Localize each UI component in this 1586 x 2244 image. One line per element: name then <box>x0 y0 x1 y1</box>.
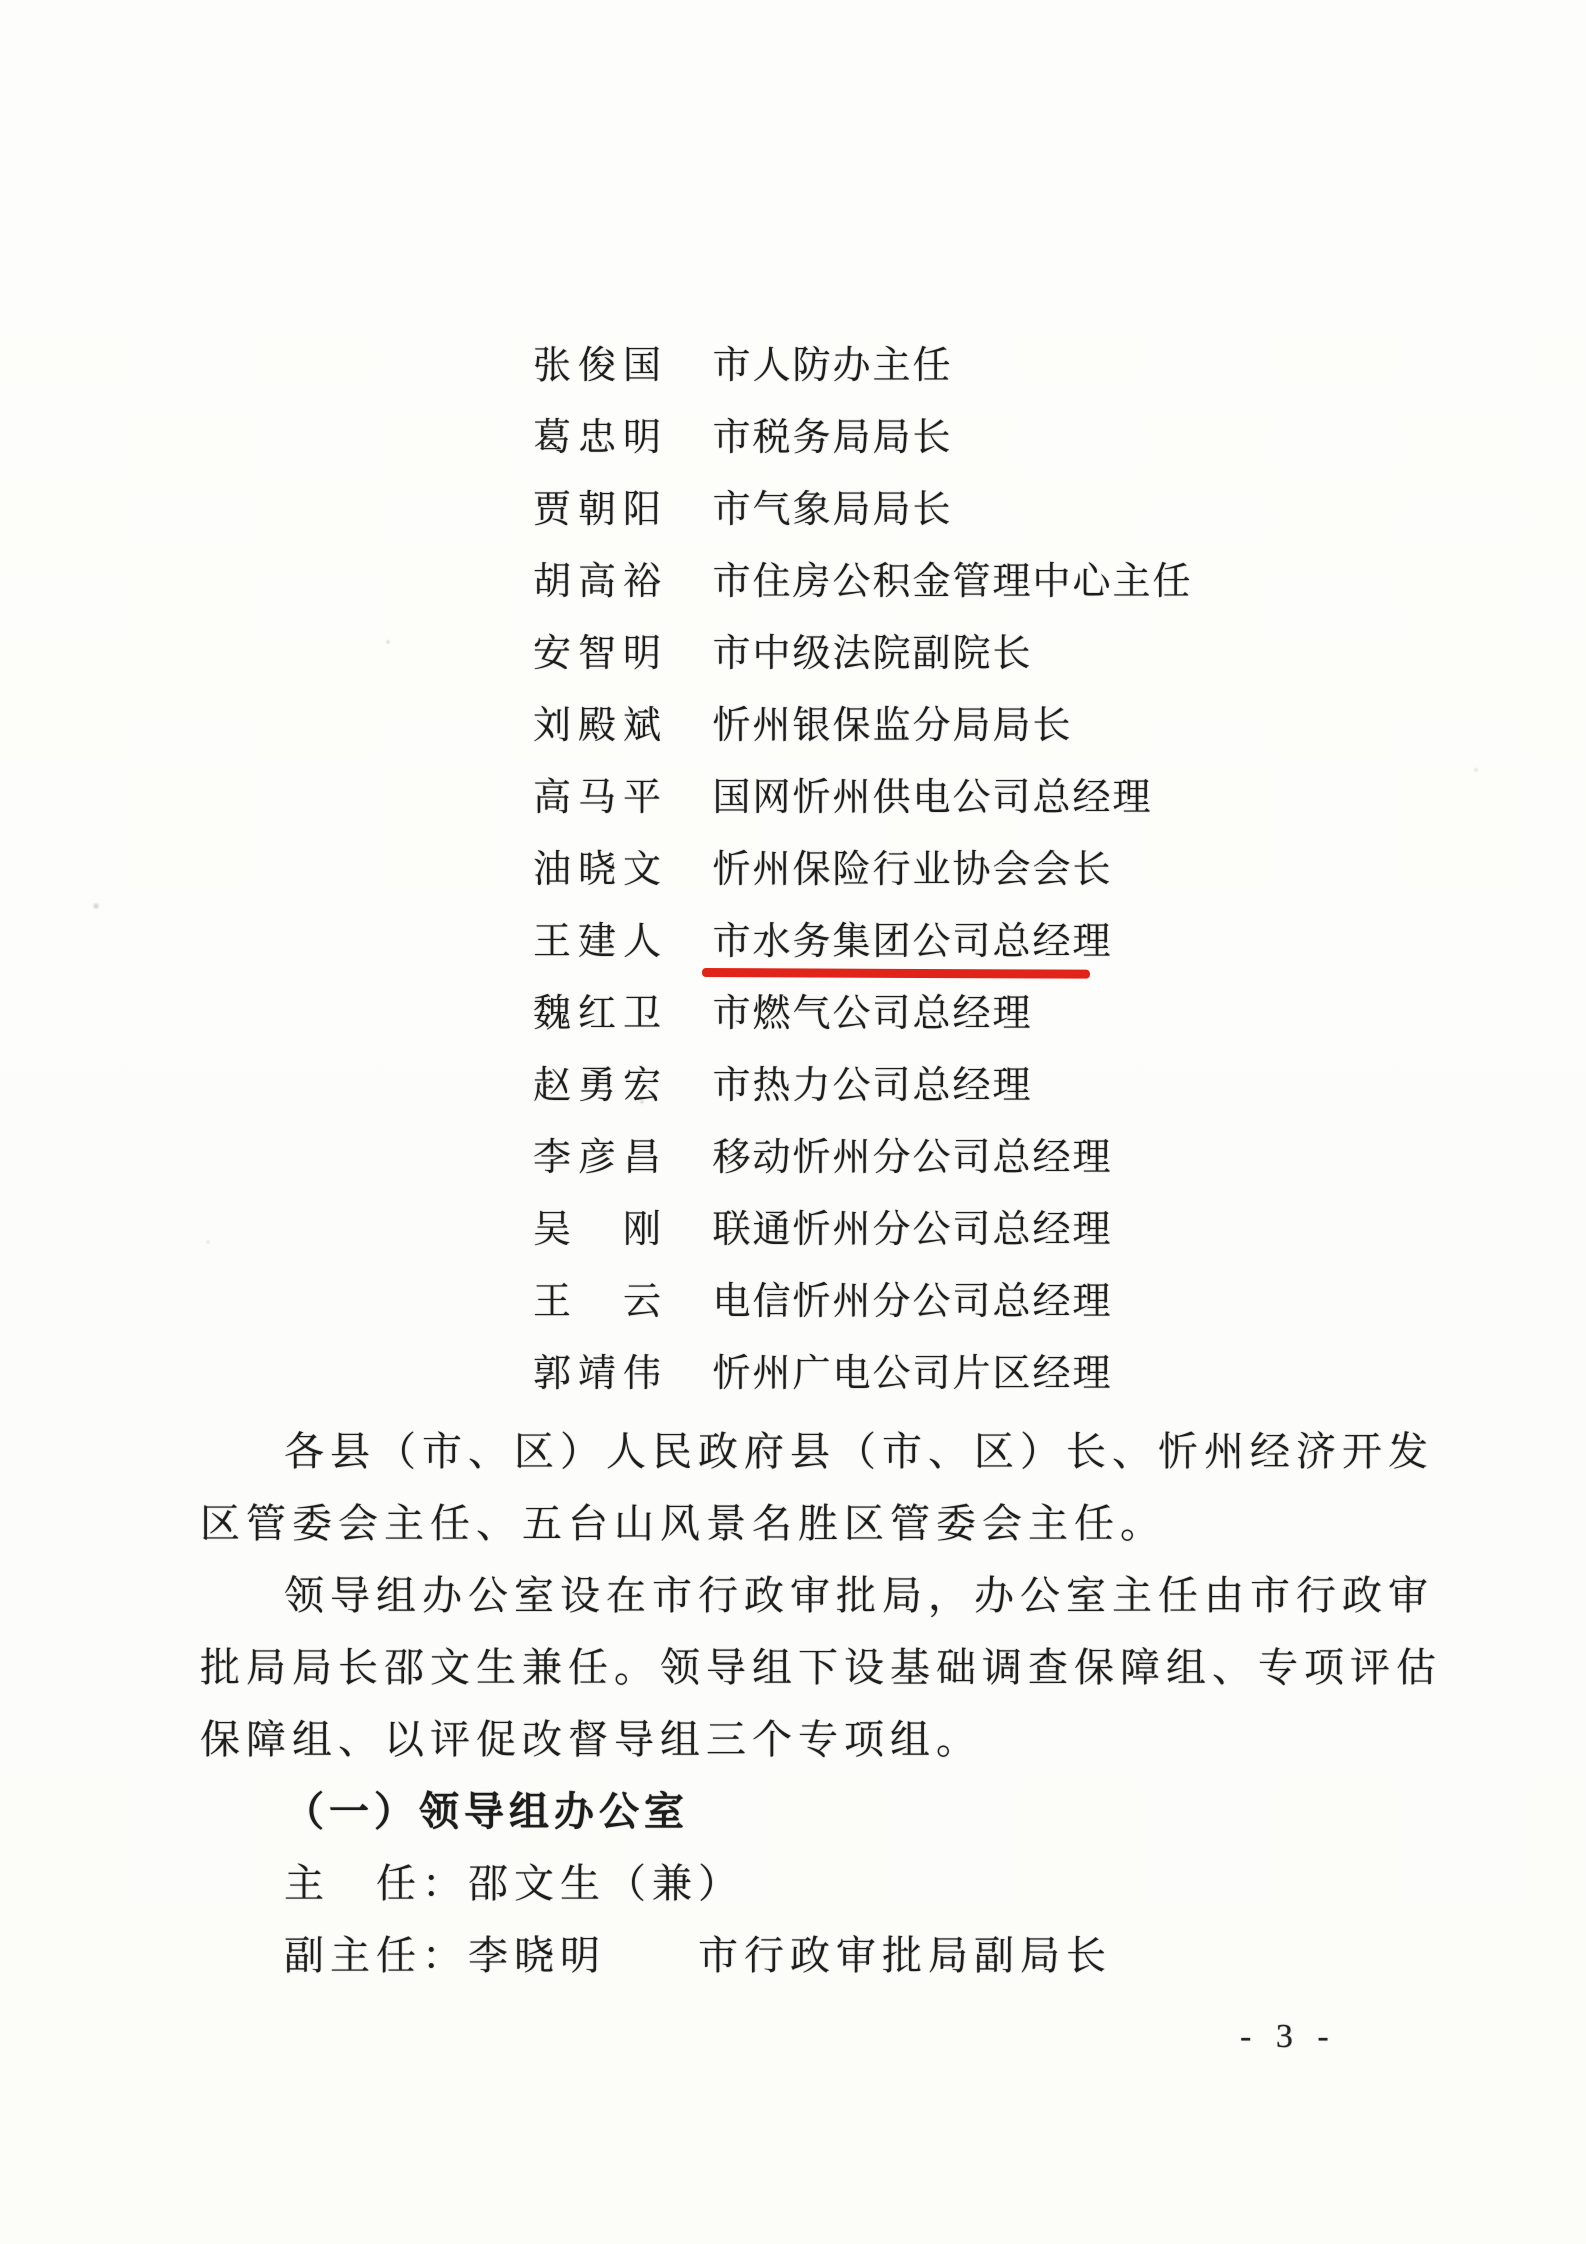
roster-row <box>533 1050 1193 1122</box>
roster-row <box>533 618 1193 690</box>
roster-row <box>533 1266 1193 1338</box>
roster-row <box>533 402 1193 474</box>
page-number: - 3 - <box>1240 2018 1337 2055</box>
roster-row-highlighted <box>533 906 1193 978</box>
roster-row <box>533 834 1193 906</box>
member-name: 刘殿斌 <box>533 705 669 747</box>
member-name: 王建人 <box>533 921 669 963</box>
roster-row <box>533 546 1193 618</box>
member-title: 移动忻州分公司总经理 <box>712 1137 1113 1179</box>
member-title: 市热力公司总经理 <box>712 1065 1033 1107</box>
member-title: 忻州广电公司片区经理 <box>712 1353 1113 1395</box>
roster-row <box>533 978 1193 1050</box>
member-title-underlined: 市水务集团公司总经理 <box>712 921 1113 963</box>
member-title: 市税务局局长 <box>712 417 953 459</box>
member-title: 电信忻州分公司总经理 <box>712 1281 1113 1323</box>
member-name: 王 云 <box>533 1281 669 1323</box>
member-name: 高马平 <box>533 777 669 819</box>
member-name: 贾朝阳 <box>533 489 669 531</box>
member-title: 市人防办主任 <box>712 345 953 387</box>
roster-row <box>533 1122 1193 1194</box>
member-name: 油晓文 <box>533 849 669 891</box>
member-name: 李彦昌 <box>533 1137 669 1179</box>
member-name: 胡高裕 <box>533 561 669 603</box>
roster-row <box>533 690 1193 762</box>
red-underline-annotation <box>702 968 1090 979</box>
member-title: 市气象局局长 <box>712 489 953 531</box>
member-name: 葛忠明 <box>533 417 669 459</box>
member-name: 郭靖伟 <box>533 1353 669 1395</box>
member-title: 市燃气公司总经理 <box>712 993 1033 1035</box>
roster-row <box>533 474 1193 546</box>
roster-row <box>533 330 1193 402</box>
member-name: 吴 刚 <box>533 1209 669 1251</box>
member-title: 市中级法院副院长 <box>712 633 1033 675</box>
paragraph-line: 各县（市、区）人民政府县（市、区）长、忻州经济开发 <box>284 1429 1434 1474</box>
paragraph-line: 批局局长邵文生兼任。领导组下设基础调查保障组、专项评估 <box>200 1645 1442 1690</box>
roster-row <box>533 762 1193 834</box>
member-name: 魏红卫 <box>533 993 669 1035</box>
member-name: 赵勇宏 <box>533 1065 669 1107</box>
paragraph-line: 区管委会主任、五台山风景名胜区管委会主任。 <box>200 1501 1166 1546</box>
member-title: 联通忻州分公司总经理 <box>712 1209 1113 1251</box>
section-heading: （一）领导组办公室 <box>284 1789 689 1834</box>
office-director-line: 主 任：邵文生（兼） <box>284 1861 744 1906</box>
member-title: 忻州保险行业协会会长 <box>712 849 1113 891</box>
body-text <box>200 1416 1510 1992</box>
office-deputy-line: 副主任：李晓明 市行政审批局副局长 <box>284 1933 1112 1978</box>
member-title: 国网忻州供电公司总经理 <box>712 777 1153 819</box>
member-name: 安智明 <box>533 633 669 675</box>
paragraph-line: 保障组、以评促改督导组三个专项组。 <box>200 1717 982 1762</box>
member-title: 忻州银保监分局局长 <box>712 705 1073 747</box>
leadership-roster <box>533 330 1193 1410</box>
member-name: 张俊国 <box>533 345 669 387</box>
member-title: 市住房公积金管理中心主任 <box>712 561 1193 603</box>
paragraph-line: 领导组办公室设在市行政审批局，办公室主任由市行政审 <box>284 1573 1434 1618</box>
roster-row <box>533 1194 1193 1266</box>
roster-row <box>533 1338 1193 1410</box>
